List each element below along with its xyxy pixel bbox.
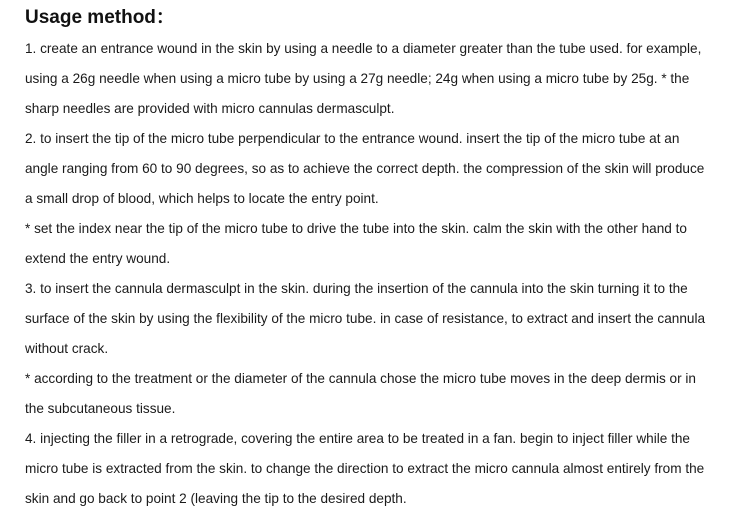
text-line: without crack. [25,341,109,356]
text-line: 3. to insert the cannula dermasculpt in the skin. during the insertion of the cannula into the skin turning it to the [25,281,688,296]
text-line: 1. create an entrance wound in the skin by using a needle to a diameter greater than the tube used. for example, [25,41,702,56]
text-line: the subcutaneous tissue. [25,401,176,416]
text-line: skin and go back to point 2 (leaving the tip to the desired depth. [25,491,407,506]
text-line: 2. to insert the tip of the micro tube perpendicular to the entrance wound. insert the tip of the micro tube at an [25,131,680,146]
text-line: 4. injecting the filler in a retrograde, covering the entire area to be treated in a fan. begin to inject filler while the [25,431,690,446]
text-line: extend the entry wound. [25,251,171,266]
text-line: sharp needles are provided with micro cannulas dermasculpt. [25,101,395,116]
text-line: * according to the treatment or the diameter of the cannula chose the micro tube moves in the deep dermis or in [25,371,696,386]
text-line: a small drop of blood, which helps to locate the entry point. [25,191,379,206]
page-title: Usage method： [25,7,175,28]
text-line: surface of the skin by using the flexibility of the micro tube. in case of resistance, to extract and insert the cannula [25,311,706,326]
text-line: micro tube is extracted from the skin. to change the direction to extract the micro cannula almost entirely from the [25,461,705,476]
text-line: * set the index near the tip of the micro tube to drive the tube into the skin. calm the skin with the other hand to [25,221,687,236]
text-line: using a 26g needle when using a micro tube by using a 27g needle; 24g when using a micro tube by 25g. * the [25,71,690,86]
text-line: angle ranging from 60 to 90 degrees, so as to achieve the correct depth. the compression of the skin will produce [25,161,705,176]
